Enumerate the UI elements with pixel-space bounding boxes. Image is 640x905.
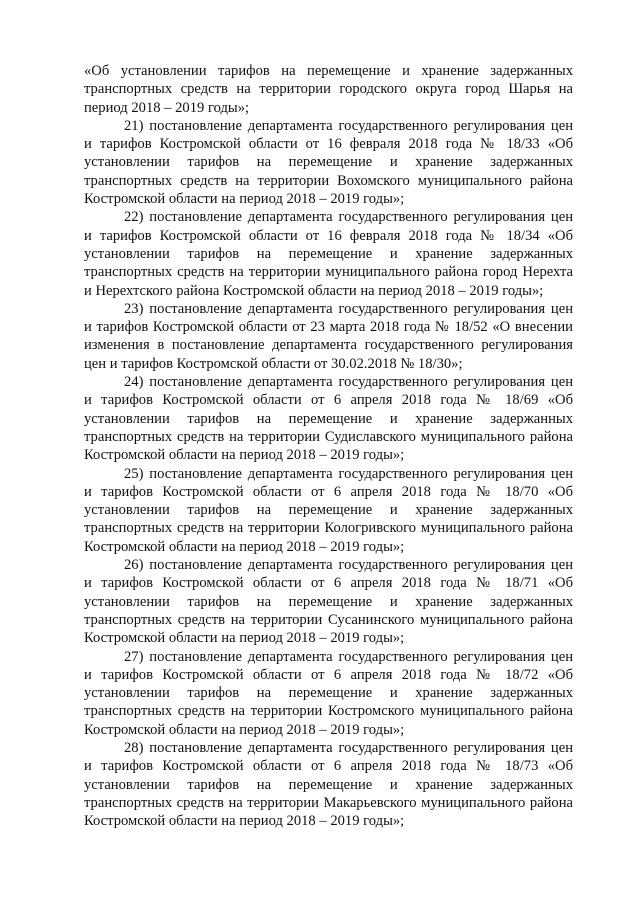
paragraph-continuation: «Об установлении тарифов на перемещение и хранение задержанных транспортных средств на территории городского округа город Шарья на период 2018 – 2019 годы»;: [84, 63, 573, 116]
list-item-25: 25) постановление департамента государственного регулирования цен и тарифов Костромской области от 6 апреля 2018 года № 18/70 «Об установлении тарифов на перемещение и хранение задержанных транспортных средств на территории Кологривского муниципального района Костромской области на период 2018 – 2019 годы»;: [84, 465, 573, 555]
document-body: [84, 62, 573, 830]
list-item-23: 23) постановление департамента государственного регулирования цен и тарифов Костромской области от 23 марта 2018 года № 18/52 «О внесении изменения в постановление департамента государственного регулирования цен и тарифов Костромской области от 30.02.2018 № 18/30»;: [84, 300, 573, 372]
list-item-28: 28) постановление департамента государственного регулирования цен и тарифов Костромской области от 6 апреля 2018 года № 18/73 «Об установлении тарифов на перемещение и хранение задержанных транспортных средств на территории Макарьевского муниципального района Костромской области на период 2018 – 2019 годы»;: [84, 739, 573, 830]
list-item-21: 21) постановление департамента государственного регулирования цен и тарифов Костромской области от 16 февраля 2018 года № 18/33 «Об установлении тарифов на перемещение и хранение задержанных транспортных средств на территории Вохомского муниципального района Костромской области на период 2018 – 2019 годы»;: [84, 117, 573, 208]
list-item-22: 22) постановление департамента государственного регулирования цен и тарифов Костромской области от 16 февраля 2018 года № 18/34 «Об установлении тарифов на перемещение и хранение задержанных транспортных средств на территории муниципального района город Нерехта и Нерехтского района Костромской области на период 2018 – 2019 годы»;: [84, 209, 573, 299]
list-item-26: 26) постановление департамента государственного регулирования цен и тарифов Костромской области от 6 апреля 2018 года № 18/71 «Об установлении тарифов на перемещение и хранение задержанных транспортных средств на территории Сусанинского муниципального района Костромской области на период 2018 – 2019 годы»;: [84, 557, 573, 647]
list-item-24: 24) постановление департамента государственного регулирования цен и тарифов Костромской области от 6 апреля 2018 года № 18/69 «Об установлении тарифов на перемещение и хранение задержанных транспортных средств на территории Судиславского муниципального района Костромской области на период 2018 – 2019 годы»;: [84, 374, 573, 464]
list-item-27: 27) постановление департамента государственного регулирования цен и тарифов Костромской области от 6 апреля 2018 года № 18/72 «Об установлении тарифов на перемещение и хранение задержанных транспортных средств на территории Костромского муниципального района Костромской области на период 2018 – 2019 годы»;: [84, 648, 573, 738]
